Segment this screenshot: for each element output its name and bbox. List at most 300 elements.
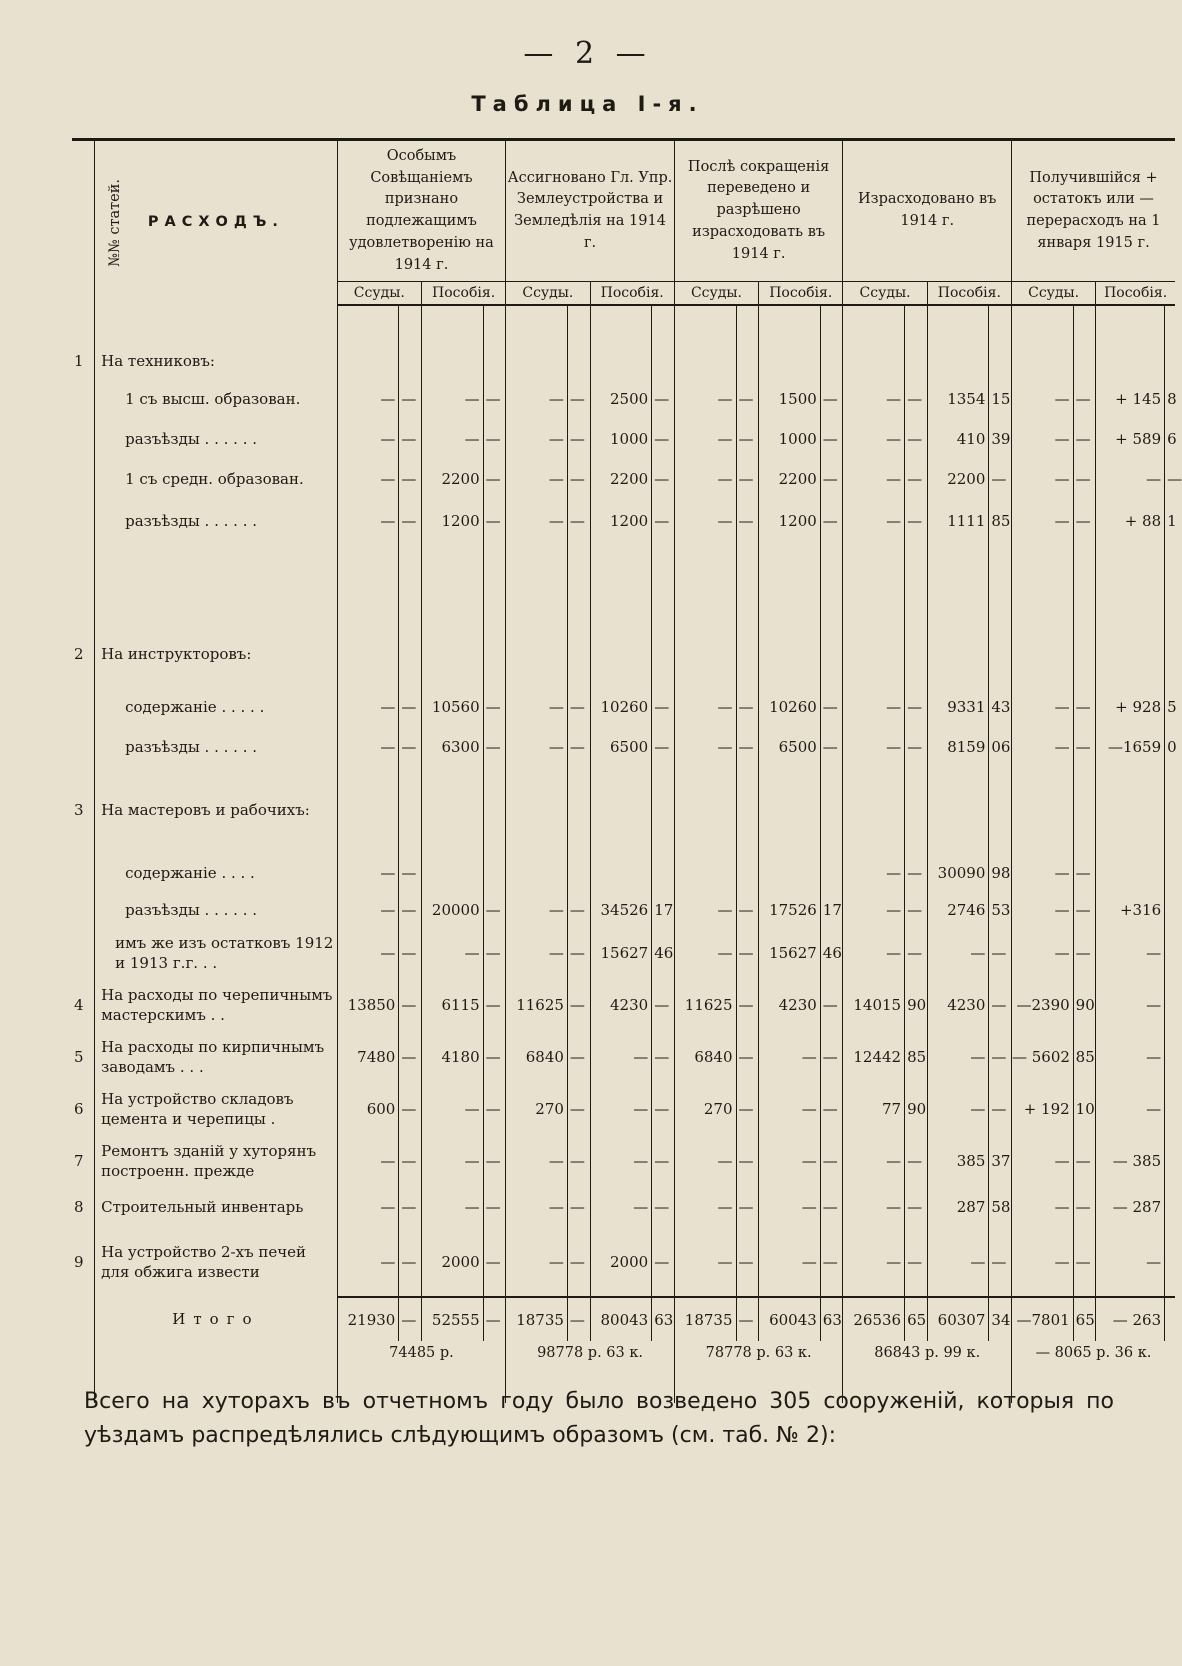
- amount-cell: 2000: [421, 1227, 483, 1297]
- amount-cell: —: [1012, 499, 1074, 543]
- kopeks-cell: [1073, 343, 1096, 379]
- kopeks-cell: 53: [989, 893, 1012, 927]
- amount-cell: —: [759, 1031, 821, 1083]
- kopeks-cell: [652, 343, 675, 379]
- amount-cell: —: [337, 853, 399, 893]
- kopeks-cell: —: [652, 1187, 675, 1227]
- total-row: [72, 1297, 1175, 1341]
- kopeks-cell: —: [736, 1031, 759, 1083]
- group-sum: 78778 р. 63 к.: [674, 1341, 843, 1403]
- table-row: [72, 419, 1175, 459]
- subheader-ssudy: Ссуды.: [674, 282, 758, 306]
- kopeks-cell: —: [820, 1083, 843, 1135]
- kopeks-cell: —: [1073, 1135, 1096, 1187]
- kopeks-cell: —: [820, 727, 843, 767]
- article-number: 6: [74, 1100, 84, 1118]
- row-label: На устройство складовъ цемента и черепицы .: [95, 1083, 338, 1135]
- amount-cell: —: [506, 1227, 568, 1297]
- amount-cell: +316: [1096, 893, 1165, 927]
- amount-cell: 11625: [674, 979, 736, 1031]
- kopeks-cell: [1165, 893, 1175, 927]
- kopeks-cell: —: [399, 853, 422, 893]
- amount-cell: —: [506, 499, 568, 543]
- amount-cell: —: [590, 1135, 652, 1187]
- kopeks-cell: [989, 621, 1012, 687]
- amount-cell: [674, 343, 736, 379]
- amount-cell: — 5602: [1012, 1031, 1074, 1083]
- article-number: [72, 687, 95, 727]
- amount-cell: [759, 853, 821, 893]
- kopeks-cell: —: [905, 687, 928, 727]
- amount-cell: —: [590, 1031, 652, 1083]
- kopeks-cell: —: [820, 1227, 843, 1297]
- amount-cell: —: [421, 927, 483, 979]
- amount-cell: —: [1012, 379, 1074, 419]
- kopeks-cell: —: [399, 459, 422, 499]
- amount-cell: —: [843, 853, 905, 893]
- kopeks-cell: —: [736, 687, 759, 727]
- page-number: — 2 —: [523, 36, 652, 71]
- amount-cell: [1096, 621, 1165, 687]
- table-row: [72, 621, 1175, 687]
- article-number: 5: [74, 1048, 84, 1066]
- amount-cell: —: [674, 499, 736, 543]
- amount-cell: + 928: [1096, 687, 1165, 727]
- amount-cell: 11625: [506, 979, 568, 1031]
- amount-cell: —: [506, 727, 568, 767]
- table-row: [72, 343, 1175, 379]
- kopeks-cell: 43: [989, 687, 1012, 727]
- kopeks-cell: 8: [1165, 379, 1175, 419]
- article-number: 9: [74, 1253, 84, 1271]
- subheader-ssudy: Ссуды.: [1012, 282, 1096, 306]
- kopeks-cell: —: [483, 499, 506, 543]
- kopeks-cell: —: [820, 1187, 843, 1227]
- amount-cell: —: [421, 379, 483, 419]
- kopeks-cell: 46: [820, 927, 843, 979]
- amount-cell: —1659: [1096, 727, 1165, 767]
- subheader-posobiya: Пособія.: [590, 282, 674, 306]
- amount-cell: —: [843, 727, 905, 767]
- total-cell: 21930: [337, 1297, 399, 1341]
- amount-cell: —: [337, 379, 399, 419]
- footer-paragraph: Всего на хуторахъ въ отчетномъ году было возведено 305 сооруженій, которыя по уѣздамъ распредѣлялись слѣдующимъ образомъ (см. таб. № 2):: [84, 1389, 1114, 1449]
- amount-cell: —: [843, 419, 905, 459]
- kopeks-cell: [1073, 621, 1096, 687]
- kopeks-cell: 5: [1165, 687, 1175, 727]
- kopeks-cell: —: [989, 979, 1012, 1031]
- amount-cell: [674, 853, 736, 893]
- kopeks-cell: —: [483, 893, 506, 927]
- total-cell: —: [567, 1297, 590, 1341]
- kopeks-cell: [820, 767, 843, 853]
- amount-cell: 1200: [421, 499, 483, 543]
- header-group-assigned: Ассигновано Гл. Упр. Землеустройства и Земледѣлія на 1914 г.: [506, 140, 675, 282]
- amount-cell: —: [1096, 1031, 1165, 1083]
- amount-cell: —: [674, 1227, 736, 1297]
- amount-cell: —: [759, 1227, 821, 1297]
- kopeks-cell: —: [989, 1031, 1012, 1083]
- amount-cell: —: [421, 419, 483, 459]
- kopeks-cell: —: [567, 979, 590, 1031]
- amount-cell: — 287: [1096, 1187, 1165, 1227]
- table-body: [72, 305, 1182, 1403]
- row-label: содержаніе . . . . .: [95, 687, 338, 727]
- kopeks-cell: [652, 853, 675, 893]
- kopeks-cell: [820, 853, 843, 893]
- amount-cell: [927, 767, 989, 853]
- kopeks-cell: —: [820, 979, 843, 1031]
- amount-cell: —: [927, 1227, 989, 1297]
- amount-cell: 2746: [927, 893, 989, 927]
- kopeks-cell: —: [399, 1031, 422, 1083]
- amount-cell: [337, 343, 399, 379]
- article-number: 2: [74, 645, 84, 663]
- amount-cell: —: [674, 379, 736, 419]
- kopeks-cell: —: [736, 1187, 759, 1227]
- subheader-ssudy: Ссуды.: [843, 282, 927, 306]
- total-cell: —7801: [1012, 1297, 1074, 1341]
- amount-cell: 2200: [590, 459, 652, 499]
- amount-cell: 20000: [421, 893, 483, 927]
- amount-cell: —: [337, 927, 399, 979]
- kopeks-cell: [736, 621, 759, 687]
- table-row: [72, 379, 1175, 419]
- kopeks-cell: —: [567, 727, 590, 767]
- kopeks-cell: —: [1073, 893, 1096, 927]
- kopeks-cell: —: [399, 1135, 422, 1187]
- table-row: [72, 1187, 1175, 1227]
- subheader-posobiya: Пособія.: [1096, 282, 1175, 306]
- kopeks-cell: —: [399, 927, 422, 979]
- kopeks-cell: [1165, 927, 1175, 979]
- article-number: 1: [74, 352, 84, 370]
- amount-cell: [843, 767, 905, 853]
- total-cell: 80043: [590, 1297, 652, 1341]
- amount-cell: —: [1096, 1227, 1165, 1297]
- kopeks-cell: —: [483, 459, 506, 499]
- row-label: На расходы по черепичнымъ мастерскимъ . .: [95, 979, 338, 1031]
- amount-cell: [590, 343, 652, 379]
- amount-cell: 2000: [590, 1227, 652, 1297]
- amount-cell: 7480: [337, 1031, 399, 1083]
- kopeks-cell: [483, 621, 506, 687]
- total-cell: —: [399, 1297, 422, 1341]
- kopeks-cell: [905, 343, 928, 379]
- kopeks-cell: 37: [989, 1135, 1012, 1187]
- kopeks-cell: 90: [905, 1083, 928, 1135]
- amount-cell: —: [337, 727, 399, 767]
- kopeks-cell: —: [736, 419, 759, 459]
- group-sum: 74485 р.: [337, 1341, 506, 1403]
- kopeks-cell: —: [989, 927, 1012, 979]
- amount-cell: 15627: [590, 927, 652, 979]
- amount-cell: 4230: [759, 979, 821, 1031]
- amount-cell: —: [843, 893, 905, 927]
- kopeks-cell: [820, 621, 843, 687]
- amount-cell: [506, 853, 568, 893]
- amount-cell: —: [674, 927, 736, 979]
- amount-cell: —: [337, 687, 399, 727]
- kopeks-cell: —: [399, 379, 422, 419]
- table-row: [72, 767, 1175, 853]
- kopeks-cell: 0: [1165, 727, 1175, 767]
- amount-cell: —: [759, 1135, 821, 1187]
- amount-cell: —: [590, 1083, 652, 1135]
- kopeks-cell: —: [399, 687, 422, 727]
- kopeks-cell: [905, 767, 928, 853]
- kopeks-cell: [1165, 1135, 1175, 1187]
- kopeks-cell: 17: [820, 893, 843, 927]
- row-label: Строительный инвентарь: [95, 1187, 338, 1227]
- kopeks-cell: —: [399, 979, 422, 1031]
- amount-cell: —: [843, 379, 905, 419]
- amount-cell: 6500: [759, 727, 821, 767]
- amount-cell: 10560: [421, 687, 483, 727]
- kopeks-cell: 06: [989, 727, 1012, 767]
- subheader-posobiya: Пособія.: [759, 282, 843, 306]
- amount-cell: —: [843, 1187, 905, 1227]
- group-sum: 98778 р. 63 к.: [506, 1341, 675, 1403]
- kopeks-cell: —: [736, 459, 759, 499]
- amount-cell: 10260: [590, 687, 652, 727]
- amount-cell: [337, 621, 399, 687]
- amount-cell: [506, 767, 568, 853]
- kopeks-cell: [652, 767, 675, 853]
- amount-cell: 1200: [590, 499, 652, 543]
- amount-cell: —: [759, 1083, 821, 1135]
- kopeks-cell: —: [989, 1227, 1012, 1297]
- amount-cell: [1096, 767, 1165, 853]
- kopeks-cell: —: [1073, 459, 1096, 499]
- kopeks-cell: —: [1073, 1227, 1096, 1297]
- amount-cell: 2500: [590, 379, 652, 419]
- amount-cell: —: [674, 459, 736, 499]
- amount-cell: [421, 621, 483, 687]
- amount-cell: 9331: [927, 687, 989, 727]
- kopeks-cell: —: [820, 687, 843, 727]
- amount-cell: —: [590, 1187, 652, 1227]
- amount-cell: —: [674, 893, 736, 927]
- kopeks-cell: —: [1073, 1187, 1096, 1227]
- kopeks-cell: [652, 621, 675, 687]
- amount-cell: + 589: [1096, 419, 1165, 459]
- kopeks-cell: 85: [905, 1031, 928, 1083]
- kopeks-cell: [399, 343, 422, 379]
- amount-cell: [759, 621, 821, 687]
- amount-cell: [927, 343, 989, 379]
- kopeks-cell: —: [1073, 727, 1096, 767]
- amount-cell: —: [927, 927, 989, 979]
- row-label: На инструкторовъ:: [95, 621, 338, 687]
- table-row: [72, 1083, 1175, 1135]
- amount-cell: —: [506, 687, 568, 727]
- kopeks-cell: —: [567, 1187, 590, 1227]
- total-cell: 52555: [421, 1297, 483, 1341]
- kopeks-cell: [1165, 767, 1175, 853]
- amount-cell: [1096, 343, 1165, 379]
- article-number: 4: [74, 996, 84, 1014]
- kopeks-cell: —: [567, 1227, 590, 1297]
- kopeks-cell: —: [736, 1083, 759, 1135]
- amount-cell: 6840: [674, 1031, 736, 1083]
- amount-cell: —: [674, 727, 736, 767]
- kopeks-cell: —: [567, 419, 590, 459]
- kopeks-cell: 6: [1165, 419, 1175, 459]
- kopeks-cell: 10: [1073, 1083, 1096, 1135]
- amount-cell: + 192: [1012, 1083, 1074, 1135]
- subheader-ssudy: Ссуды.: [337, 282, 421, 306]
- group-sum: — 8065 р. 36 к.: [1012, 1341, 1176, 1403]
- amount-cell: —: [1012, 687, 1074, 727]
- kopeks-cell: —: [652, 1227, 675, 1297]
- kopeks-cell: —: [567, 1031, 590, 1083]
- kopeks-cell: [483, 853, 506, 893]
- amount-cell: [1012, 767, 1074, 853]
- amount-cell: —: [1012, 1187, 1074, 1227]
- amount-cell: + 145: [1096, 379, 1165, 419]
- kopeks-cell: [1165, 1187, 1175, 1227]
- kopeks-cell: 90: [1073, 979, 1096, 1031]
- kopeks-cell: [736, 853, 759, 893]
- amount-cell: —: [337, 1187, 399, 1227]
- amount-cell: —: [674, 419, 736, 459]
- amount-cell: 13850: [337, 979, 399, 1031]
- amount-cell: 4180: [421, 1031, 483, 1083]
- amount-cell: —: [674, 1187, 736, 1227]
- kopeks-cell: [989, 343, 1012, 379]
- amount-cell: [590, 853, 652, 893]
- kopeks-cell: —: [652, 379, 675, 419]
- amount-cell: —: [1012, 1135, 1074, 1187]
- amount-cell: —: [843, 1135, 905, 1187]
- amount-cell: —: [843, 459, 905, 499]
- kopeks-cell: —: [652, 727, 675, 767]
- amount-cell: —: [337, 893, 399, 927]
- amount-cell: —: [843, 1227, 905, 1297]
- kopeks-cell: —: [652, 979, 675, 1031]
- kopeks-cell: [483, 767, 506, 853]
- amount-cell: [337, 767, 399, 853]
- kopeks-cell: 98: [989, 853, 1012, 893]
- article-number: [72, 459, 95, 499]
- amount-cell: [1012, 343, 1074, 379]
- article-number: 3: [74, 801, 84, 819]
- kopeks-cell: [736, 343, 759, 379]
- amount-cell: 4230: [590, 979, 652, 1031]
- kopeks-cell: —: [652, 1031, 675, 1083]
- spacer-row: [72, 543, 1175, 621]
- kopeks-cell: —: [567, 379, 590, 419]
- kopeks-cell: —: [905, 853, 928, 893]
- kopeks-cell: —: [736, 1227, 759, 1297]
- row-label: разъѣзды . . . . . .: [95, 727, 338, 767]
- amount-cell: 8159: [927, 727, 989, 767]
- kopeks-cell: —: [483, 979, 506, 1031]
- amount-cell: [421, 853, 483, 893]
- kopeks-cell: —: [905, 927, 928, 979]
- amount-cell: 12442: [843, 1031, 905, 1083]
- kopeks-cell: —: [652, 1135, 675, 1187]
- kopeks-cell: —: [820, 459, 843, 499]
- kopeks-cell: [989, 767, 1012, 853]
- kopeks-cell: —: [820, 1135, 843, 1187]
- amount-cell: 6115: [421, 979, 483, 1031]
- kopeks-cell: —: [652, 687, 675, 727]
- amount-cell: [421, 343, 483, 379]
- kopeks-cell: [736, 767, 759, 853]
- amount-cell: 34526: [590, 893, 652, 927]
- kopeks-cell: —: [483, 419, 506, 459]
- kopeks-cell: [567, 343, 590, 379]
- amount-cell: —: [1096, 459, 1165, 499]
- table-row: [72, 1135, 1175, 1187]
- kopeks-cell: 46: [652, 927, 675, 979]
- kopeks-cell: —: [905, 379, 928, 419]
- kopeks-cell: —: [567, 1135, 590, 1187]
- amount-cell: 77: [843, 1083, 905, 1135]
- amount-cell: [590, 621, 652, 687]
- amount-cell: 2200: [927, 459, 989, 499]
- table-row: [72, 727, 1175, 767]
- amount-cell: —2390: [1012, 979, 1074, 1031]
- kopeks-cell: —: [736, 379, 759, 419]
- total-cell: 60043: [759, 1297, 821, 1341]
- kopeks-cell: [567, 767, 590, 853]
- kopeks-cell: [1165, 979, 1175, 1031]
- amount-cell: + 88: [1096, 499, 1165, 543]
- kopeks-cell: —: [483, 1187, 506, 1227]
- kopeks-cell: [483, 343, 506, 379]
- amount-cell: —: [337, 459, 399, 499]
- amount-cell: [759, 343, 821, 379]
- table-row: [72, 1227, 1175, 1297]
- amount-cell: —: [421, 1083, 483, 1135]
- amount-cell: —: [421, 1187, 483, 1227]
- kopeks-cell: [820, 343, 843, 379]
- kopeks-cell: —: [989, 1083, 1012, 1135]
- subheader-ssudy: Ссуды.: [506, 282, 590, 306]
- amount-cell: 2200: [421, 459, 483, 499]
- table-row: [72, 853, 1175, 893]
- kopeks-cell: —: [1073, 379, 1096, 419]
- amount-cell: —: [1012, 893, 1074, 927]
- header-group-approved: Особымъ Совѣщаніемъ признано подлежащимъ удовлетворенію на 1914 г.: [337, 140, 506, 282]
- table-row: [72, 1031, 1175, 1083]
- kopeks-cell: —: [820, 499, 843, 543]
- row-label: разъѣзды . . . . . .: [95, 893, 338, 927]
- amount-cell: —: [843, 687, 905, 727]
- total-cell: — 263: [1096, 1297, 1165, 1341]
- expense-table: [72, 138, 1182, 1403]
- kopeks-cell: 85: [1073, 1031, 1096, 1083]
- kopeks-cell: —: [905, 459, 928, 499]
- table-title: Таблица I-я.: [471, 92, 704, 116]
- amount-cell: —: [1012, 459, 1074, 499]
- kopeks-cell: —: [652, 1083, 675, 1135]
- header-group-spent: Израсходовано въ 1914 г.: [843, 140, 1012, 282]
- kopeks-cell: —: [567, 459, 590, 499]
- header-article-number: №№ статей.: [72, 140, 95, 306]
- amount-cell: —: [1012, 419, 1074, 459]
- amount-cell: —: [506, 419, 568, 459]
- amount-cell: [1012, 621, 1074, 687]
- kopeks-cell: —: [736, 499, 759, 543]
- amount-cell: —: [506, 1187, 568, 1227]
- amount-cell: — 385: [1096, 1135, 1165, 1187]
- amount-cell: —: [1012, 727, 1074, 767]
- subheader-posobiya: Пособія.: [421, 282, 505, 306]
